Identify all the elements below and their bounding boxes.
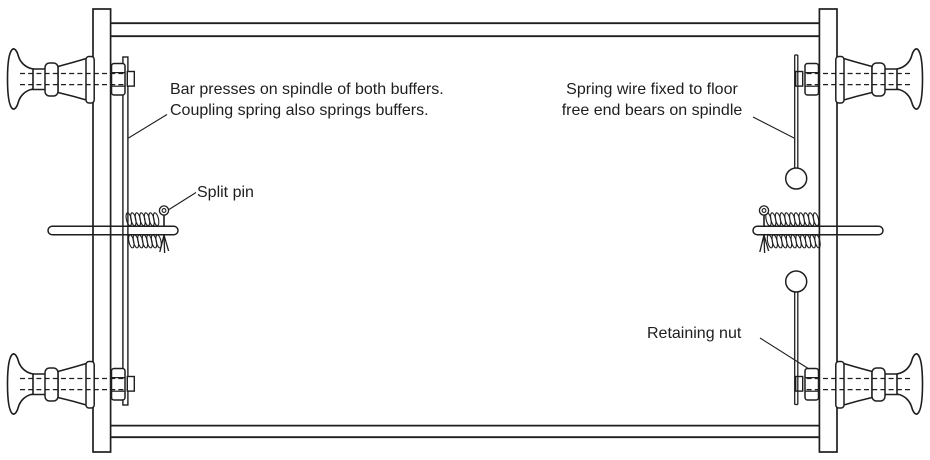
bar-note-leader-line [129,115,168,139]
bottom-frame-rails [111,426,820,438]
left-coupling-spring [125,212,162,248]
retaining-nut-leader-line [760,338,809,369]
wire-note-label [549,79,755,121]
left-split-pin [159,206,168,253]
buffer-bottom-right [796,354,923,414]
pressing-bar [123,57,128,405]
wire-note-line1: Spring wire fixed to floor [566,81,738,98]
bar-note-line2: Coupling spring also springs buffers. [170,102,429,119]
right-coupling-rod [753,226,883,234]
right-split-pin [759,206,768,253]
wire-note-line2: free end bears on spindle [561,102,743,119]
right-coupling-spring [765,212,821,248]
split-pin-leader-line [169,193,196,210]
left-buffer-beam [93,9,111,452]
buffer-top-right [796,49,923,109]
left-coupling-rod [48,226,178,234]
split-pin-label: Split pin [197,184,254,201]
buffer-bottom-left [8,354,135,414]
retaining-nut-label: Retaining nut [647,325,742,342]
top-frame-rails [111,23,820,36]
bar-note-label [170,79,444,121]
bar-note-line1: Bar presses on spindle of both buffers. [170,81,444,98]
right-buffer-beam [819,9,837,452]
wire-note-leader-line [753,117,794,138]
buffer-top-left [8,49,135,109]
